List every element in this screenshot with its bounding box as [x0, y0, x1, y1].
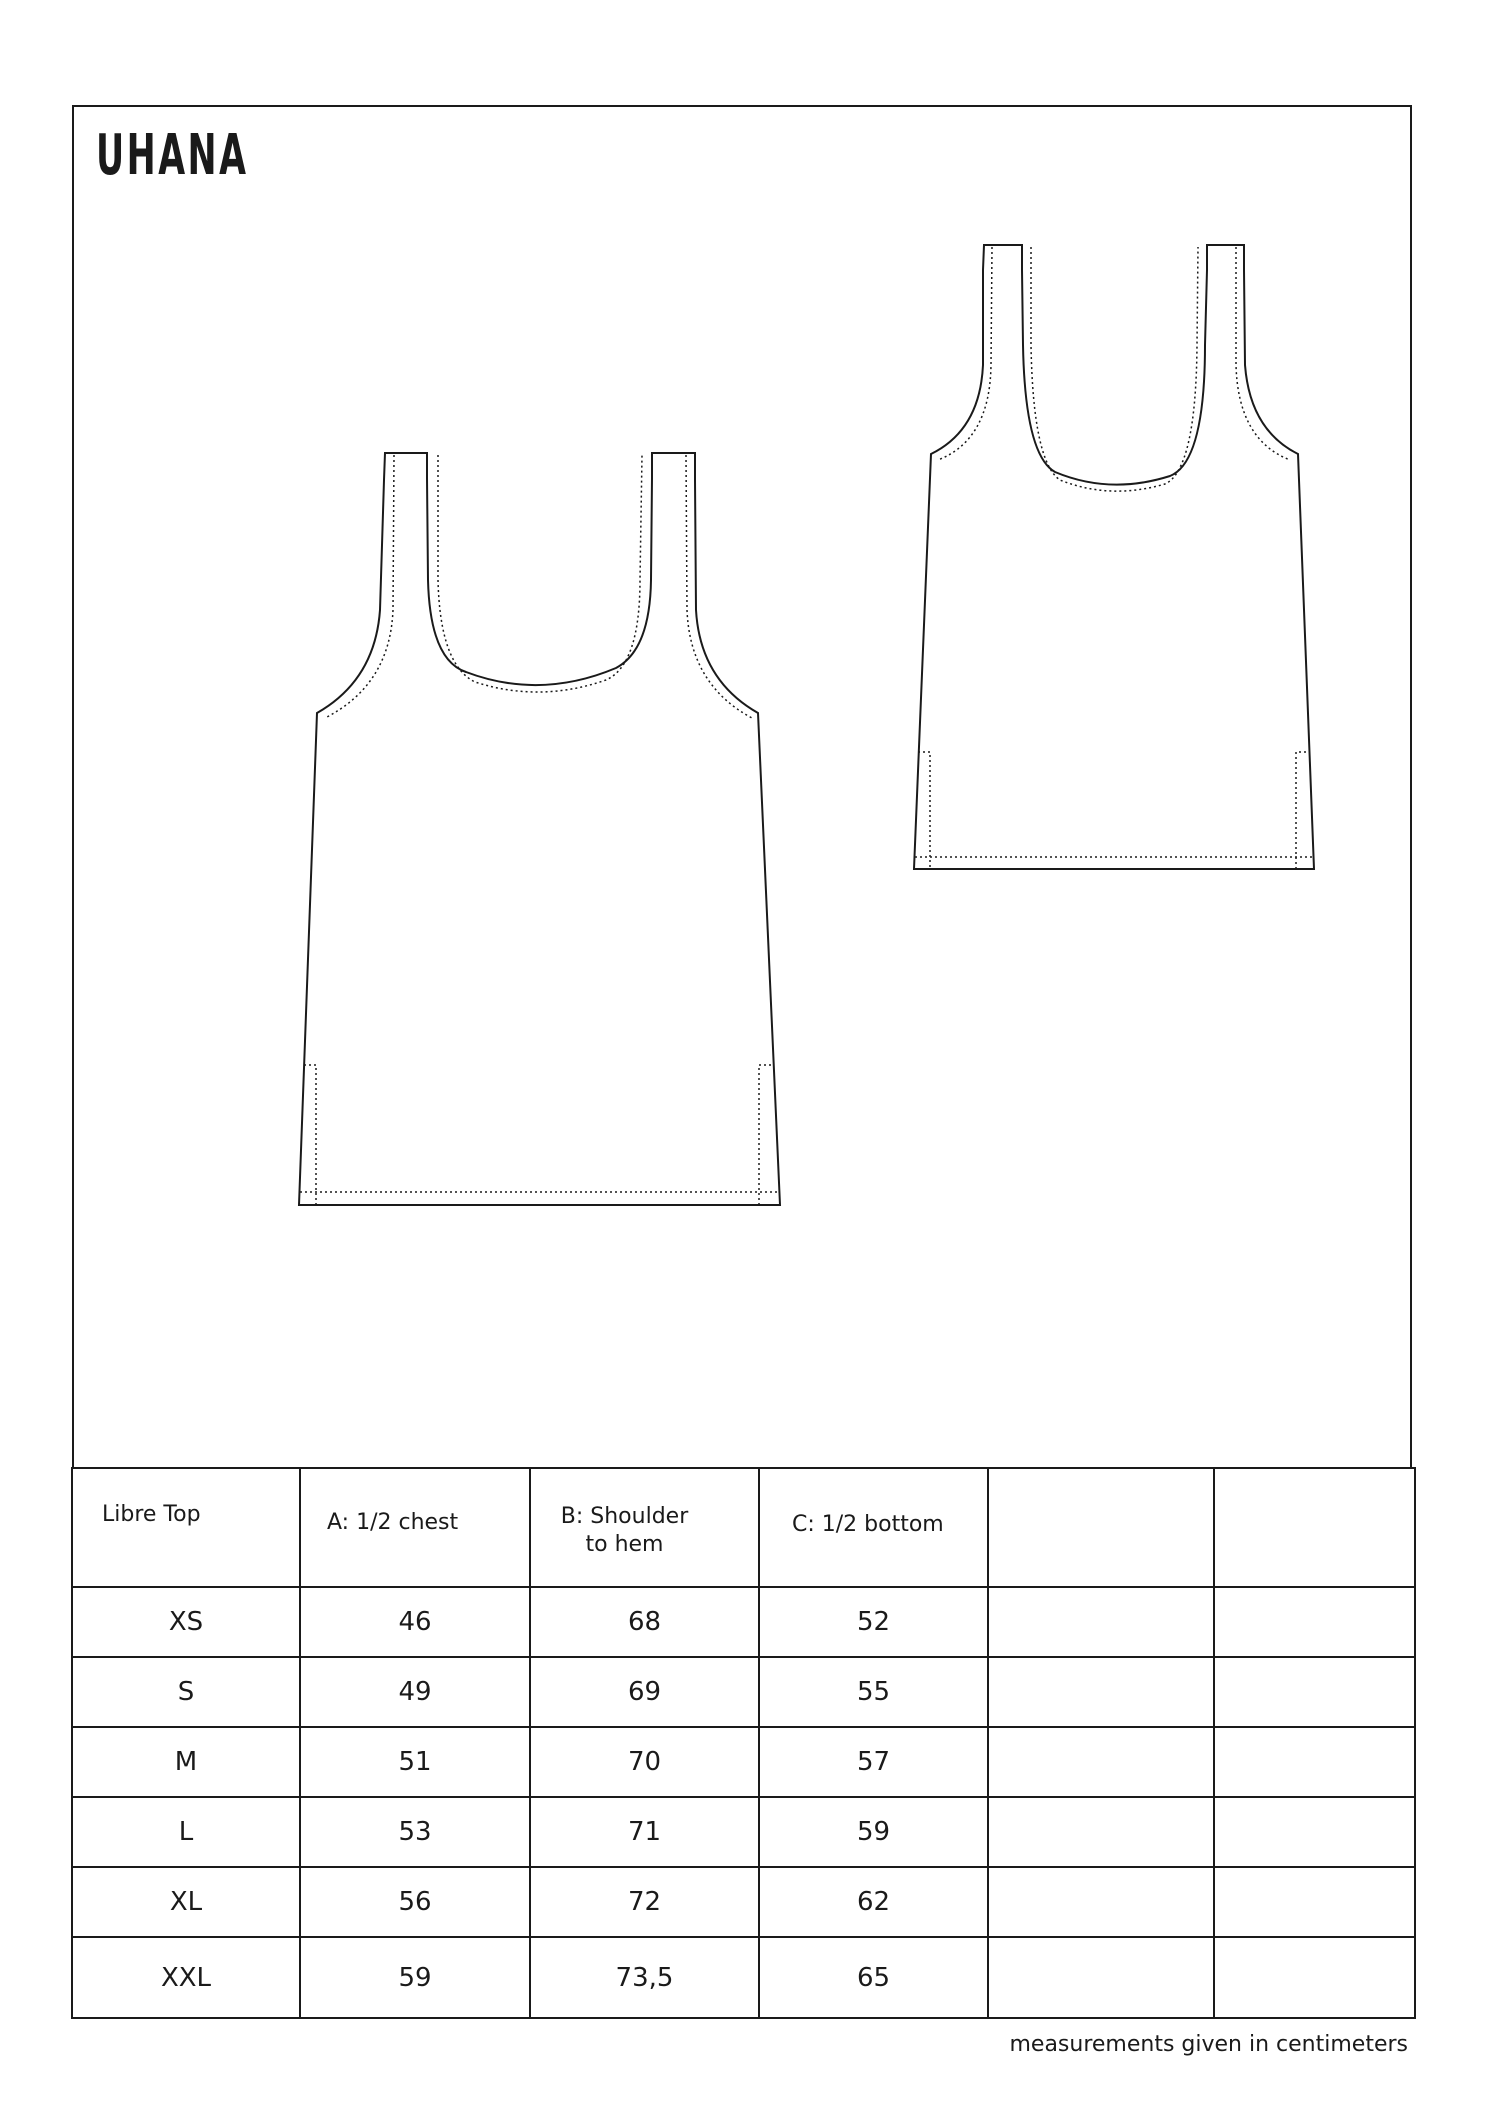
table-row — [72, 1867, 1415, 1937]
empty-cell — [988, 1657, 1214, 1727]
empty-cell — [1214, 1587, 1415, 1657]
size-cell: XS — [72, 1587, 300, 1657]
empty-cell — [1214, 1867, 1415, 1937]
size-cell: L — [72, 1797, 300, 1867]
chest-cell: 59 — [300, 1937, 530, 2018]
table-row — [72, 1937, 1415, 2018]
length-cell: 70 — [530, 1727, 759, 1797]
table-row — [72, 1797, 1415, 1867]
length-cell: 68 — [530, 1587, 759, 1657]
size-cell: S — [72, 1657, 300, 1727]
empty-cell — [1214, 1937, 1415, 2018]
chest-cell: 49 — [300, 1657, 530, 1727]
length-cell: 72 — [530, 1867, 759, 1937]
size-cell: XL — [72, 1867, 300, 1937]
front-view-tank-top-drawing — [299, 453, 780, 1205]
chest-cell: 56 — [300, 1867, 530, 1937]
empty-cell — [988, 1867, 1214, 1937]
back-view-tank-top-drawing — [914, 245, 1314, 869]
empty-cell — [1214, 1657, 1415, 1727]
brand-logo: UHANA — [96, 123, 249, 188]
header-col-b: B: Shoulder to hem — [530, 1468, 759, 1587]
empty-cell — [988, 1797, 1214, 1867]
empty-cell — [988, 1587, 1214, 1657]
header-col-empty-2 — [1214, 1468, 1415, 1587]
length-cell: 73,5 — [530, 1937, 759, 2018]
header-col-empty-1 — [988, 1468, 1214, 1587]
table-row — [72, 1727, 1415, 1797]
length-cell: 69 — [530, 1657, 759, 1727]
table-row — [72, 1657, 1415, 1727]
chest-cell: 46 — [300, 1587, 530, 1657]
size-chart-table — [71, 1467, 1416, 2019]
length-cell: 71 — [530, 1797, 759, 1867]
table-row — [72, 1587, 1415, 1657]
header-product: Libre Top — [72, 1468, 300, 1587]
empty-cell — [988, 1937, 1214, 2018]
empty-cell — [1214, 1727, 1415, 1797]
bottom-cell: 55 — [759, 1657, 988, 1727]
table-header-row — [72, 1468, 1415, 1587]
empty-cell — [988, 1727, 1214, 1797]
size-cell: XXL — [72, 1937, 300, 2018]
measurement-units-note: measurements given in centimeters — [1009, 2032, 1408, 2057]
bottom-cell: 65 — [759, 1937, 988, 2018]
chest-cell: 51 — [300, 1727, 530, 1797]
bottom-cell: 59 — [759, 1797, 988, 1867]
empty-cell — [1214, 1797, 1415, 1867]
size-cell: M — [72, 1727, 300, 1797]
chest-cell: 53 — [300, 1797, 530, 1867]
bottom-cell: 52 — [759, 1587, 988, 1657]
header-col-c: C: 1/2 bottom — [759, 1468, 988, 1587]
header-col-a: A: 1/2 chest — [300, 1468, 530, 1587]
bottom-cell: 62 — [759, 1867, 988, 1937]
bottom-cell: 57 — [759, 1727, 988, 1797]
